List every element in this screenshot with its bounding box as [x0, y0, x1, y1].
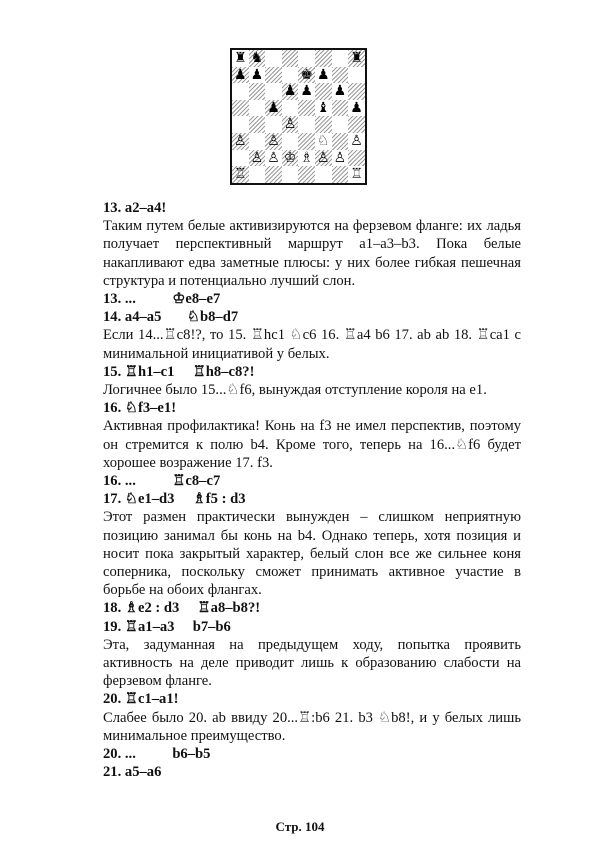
commentary-paragraph: Этот размен практически вынужден – слишком неприятную позицию занимал бы конь на b4. Однако теперь, хотя позиция и носит пока закрытый характер, белый слон все же сильнее коня соперника, поскольку сможет принимать активное участие в борьбе на обоих флангах.: [103, 509, 521, 599]
board-square-b4: [249, 116, 266, 133]
chess-piece-c5: ♟: [267, 99, 280, 116]
board-square-e1: [298, 166, 315, 183]
chess-piece-b2: ♙: [250, 149, 264, 166]
board-square-f1: [315, 166, 332, 183]
chess-piece-e7: ♚: [300, 66, 313, 83]
board-square-f4: [315, 116, 332, 133]
chess-piece-d2: ♔: [283, 149, 297, 166]
board-square-c6: [265, 83, 282, 100]
commentary-paragraph: Таким путем белые активизируются на ферзевом фланге: их ладья получает перспективный маршрут a1–a3–b3. Пока белые накапливают едва заметные плюсы: у них более гибкая пешечная структура и потенциально лучший слон.: [103, 218, 521, 289]
move-line: 18. ♗e2 : d3 ♖a8–b8?!: [103, 600, 261, 617]
move-line: 15. ♖h1–c1 ♖h8–c8?!: [103, 363, 255, 380]
move-line: 14. a4–a5 ♘b8–d7: [103, 309, 239, 326]
board-square-g7: [332, 67, 349, 84]
board-square-a5: [232, 100, 249, 117]
board-square-f8: [315, 50, 332, 67]
move-line: 20. ... b6–b5: [103, 746, 211, 763]
board-square-a2: [232, 150, 249, 167]
chess-diagram: [230, 48, 367, 185]
board-square-a4: [232, 116, 249, 133]
board-square-e4: [298, 116, 315, 133]
chess-piece-f3: ♘: [317, 133, 330, 149]
chess-piece-a8: ♜: [234, 50, 247, 66]
page-number: Стр. 104: [275, 819, 325, 834]
board-square-e5: [298, 100, 315, 117]
board-square-h2: [348, 150, 365, 167]
chess-piece-f5: ♝: [317, 99, 330, 116]
board-square-e8: [298, 50, 315, 67]
board-square-g1: [332, 166, 349, 183]
board-square-h7: [348, 67, 365, 84]
move-line: 13. ... ♔e8–e7: [103, 291, 221, 308]
page-text: [103, 199, 521, 782]
chess-piece-g2: ♙: [333, 149, 347, 166]
board-square-d8: [282, 50, 299, 67]
board-square-b3: [249, 133, 266, 150]
chess-piece-e2: ♗: [300, 149, 313, 166]
chess-piece-h1: ♖: [350, 166, 363, 183]
board-square-b6: [249, 83, 266, 100]
move-line: 16. ♘f3–e1!: [103, 400, 177, 417]
commentary-paragraph: Если 14...♖c8!?, то 15. ♖hc1 ♘c6 16. ♖a4 b6 17. ab ab 18. ♖ca1 с минимальной инициативой у белых.: [103, 327, 521, 362]
board-square-d1: [282, 166, 299, 183]
move-line: 21. a5–a6: [103, 764, 162, 781]
commentary-paragraph: Логичнее было 15...♘f6, вынуждая отступление короля на e1.: [103, 382, 487, 399]
chess-piece-a3: ♙: [234, 133, 247, 149]
chess-piece-h5: ♟: [350, 99, 363, 116]
board-square-h6: [348, 83, 365, 100]
chess-piece-f2: ♙: [317, 149, 330, 166]
chess-piece-e6: ♟: [300, 83, 313, 100]
board-square-c8: [265, 50, 282, 67]
chess-piece-c3: ♙: [267, 133, 280, 149]
board-square-d3: [282, 133, 299, 150]
board-square-h4: [348, 116, 365, 133]
chess-piece-a7: ♟: [234, 66, 247, 83]
board-square-d7: [282, 67, 299, 84]
board-square-f6: [315, 83, 332, 100]
board-square-b5: [249, 100, 266, 117]
chess-piece-f7: ♟: [317, 66, 330, 83]
board-square-e3: [298, 133, 315, 150]
board-square-d5: [282, 100, 299, 117]
chess-piece-b7: ♟: [250, 66, 264, 83]
chess-piece-d6: ♟: [283, 83, 297, 100]
board-square-c4: [265, 116, 282, 133]
commentary-paragraph: Слабее было 20. ab ввиду 20...♖:b6 21. b3 ♘b8!, и у белых лишь минимальное преимущество.: [103, 709, 521, 744]
chess-piece-g6: ♟: [333, 83, 347, 100]
move-line: 13. a2–a4!: [103, 200, 167, 216]
board-square-g5: [332, 100, 349, 117]
board-square-c1: [265, 166, 282, 183]
board-square-b1: [249, 166, 266, 183]
chess-piece-h3: ♙: [350, 133, 363, 149]
board-square-g3: [332, 133, 349, 150]
board-square-a6: [232, 83, 249, 100]
chess-piece-c2: ♙: [267, 149, 280, 166]
chess-piece-b8: ♞: [250, 50, 264, 66]
board-square-c7: [265, 67, 282, 84]
commentary-paragraph: Активная профилактика! Конь на f3 не имел перспектив, поэтому он стремится к полю b4. Кроме того, теперь на 16...♘f6 будет хорошее возражение 17. f3.: [103, 418, 521, 471]
board-square-g8: [332, 50, 349, 67]
chess-piece-a1: ♖: [234, 166, 247, 183]
chess-piece-h8: ♜: [350, 50, 363, 66]
move-line: 17. ♘e1–d3 ♗f5 : d3: [103, 491, 246, 508]
move-line: 16. ... ♖c8–c7: [103, 473, 221, 490]
board-square-g4: [332, 116, 349, 133]
move-line: 20. ♖c1–a1!: [103, 691, 179, 708]
move-line: 19. ♖a1–a3 b7–b6: [103, 618, 231, 635]
commentary-paragraph: Эта, задуманная на предыдущем ходу, попытка проявить активность на деле приводит лишь к образованию слабости на ферзевом фланге.: [103, 636, 521, 690]
chess-piece-d4: ♙: [283, 116, 297, 133]
